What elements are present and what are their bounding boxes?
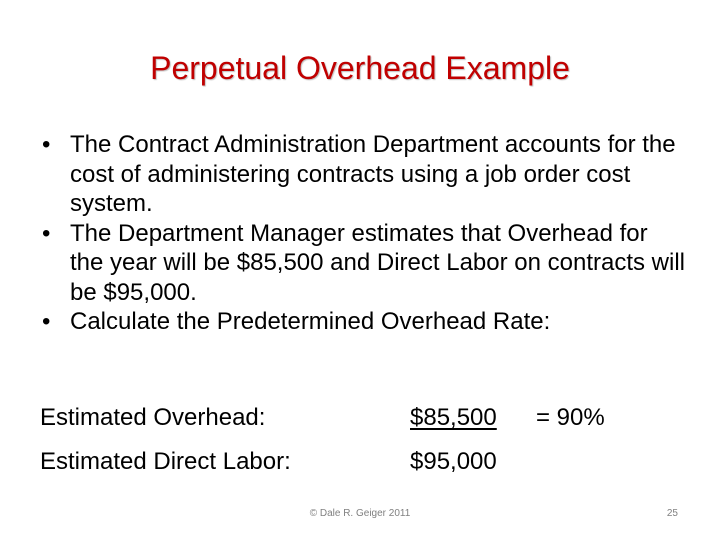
bullet-item <box>36 130 686 219</box>
bullet-dot-icon: • <box>42 308 51 335</box>
bullet-list <box>36 130 686 337</box>
denominator-label: Estimated Direct Labor: <box>40 448 291 475</box>
numerator-value: $85,500 <box>410 404 497 431</box>
page-number: 25 <box>666 508 678 519</box>
slide-title: Perpetual Overhead Example <box>150 50 570 86</box>
denominator-value: $95,000 <box>410 448 497 475</box>
numerator-row <box>40 396 700 440</box>
copyright-footer: © Dale R. Geiger 2011 <box>309 508 411 519</box>
bullet-item <box>36 219 686 308</box>
denominator-row <box>40 440 700 484</box>
bullet-text: The Department Manager estimates that Overhead for the year will be $85,500 and Direct Labor on contracts will be $95,000. <box>70 219 685 306</box>
rate-result: = 90% <box>536 404 605 431</box>
bullet-text: The Contract Administration Department accounts for the cost of administering contracts using a job order cost system. <box>70 131 676 217</box>
bullet-dot-icon: • <box>42 219 51 247</box>
overhead-rate-calculation <box>40 396 700 484</box>
bullet-text: Calculate the Predetermined Overhead Rate: <box>70 308 551 335</box>
bullet-dot-icon: • <box>42 131 51 158</box>
numerator-label: Estimated Overhead: <box>40 404 266 431</box>
bullet-item <box>36 307 686 337</box>
